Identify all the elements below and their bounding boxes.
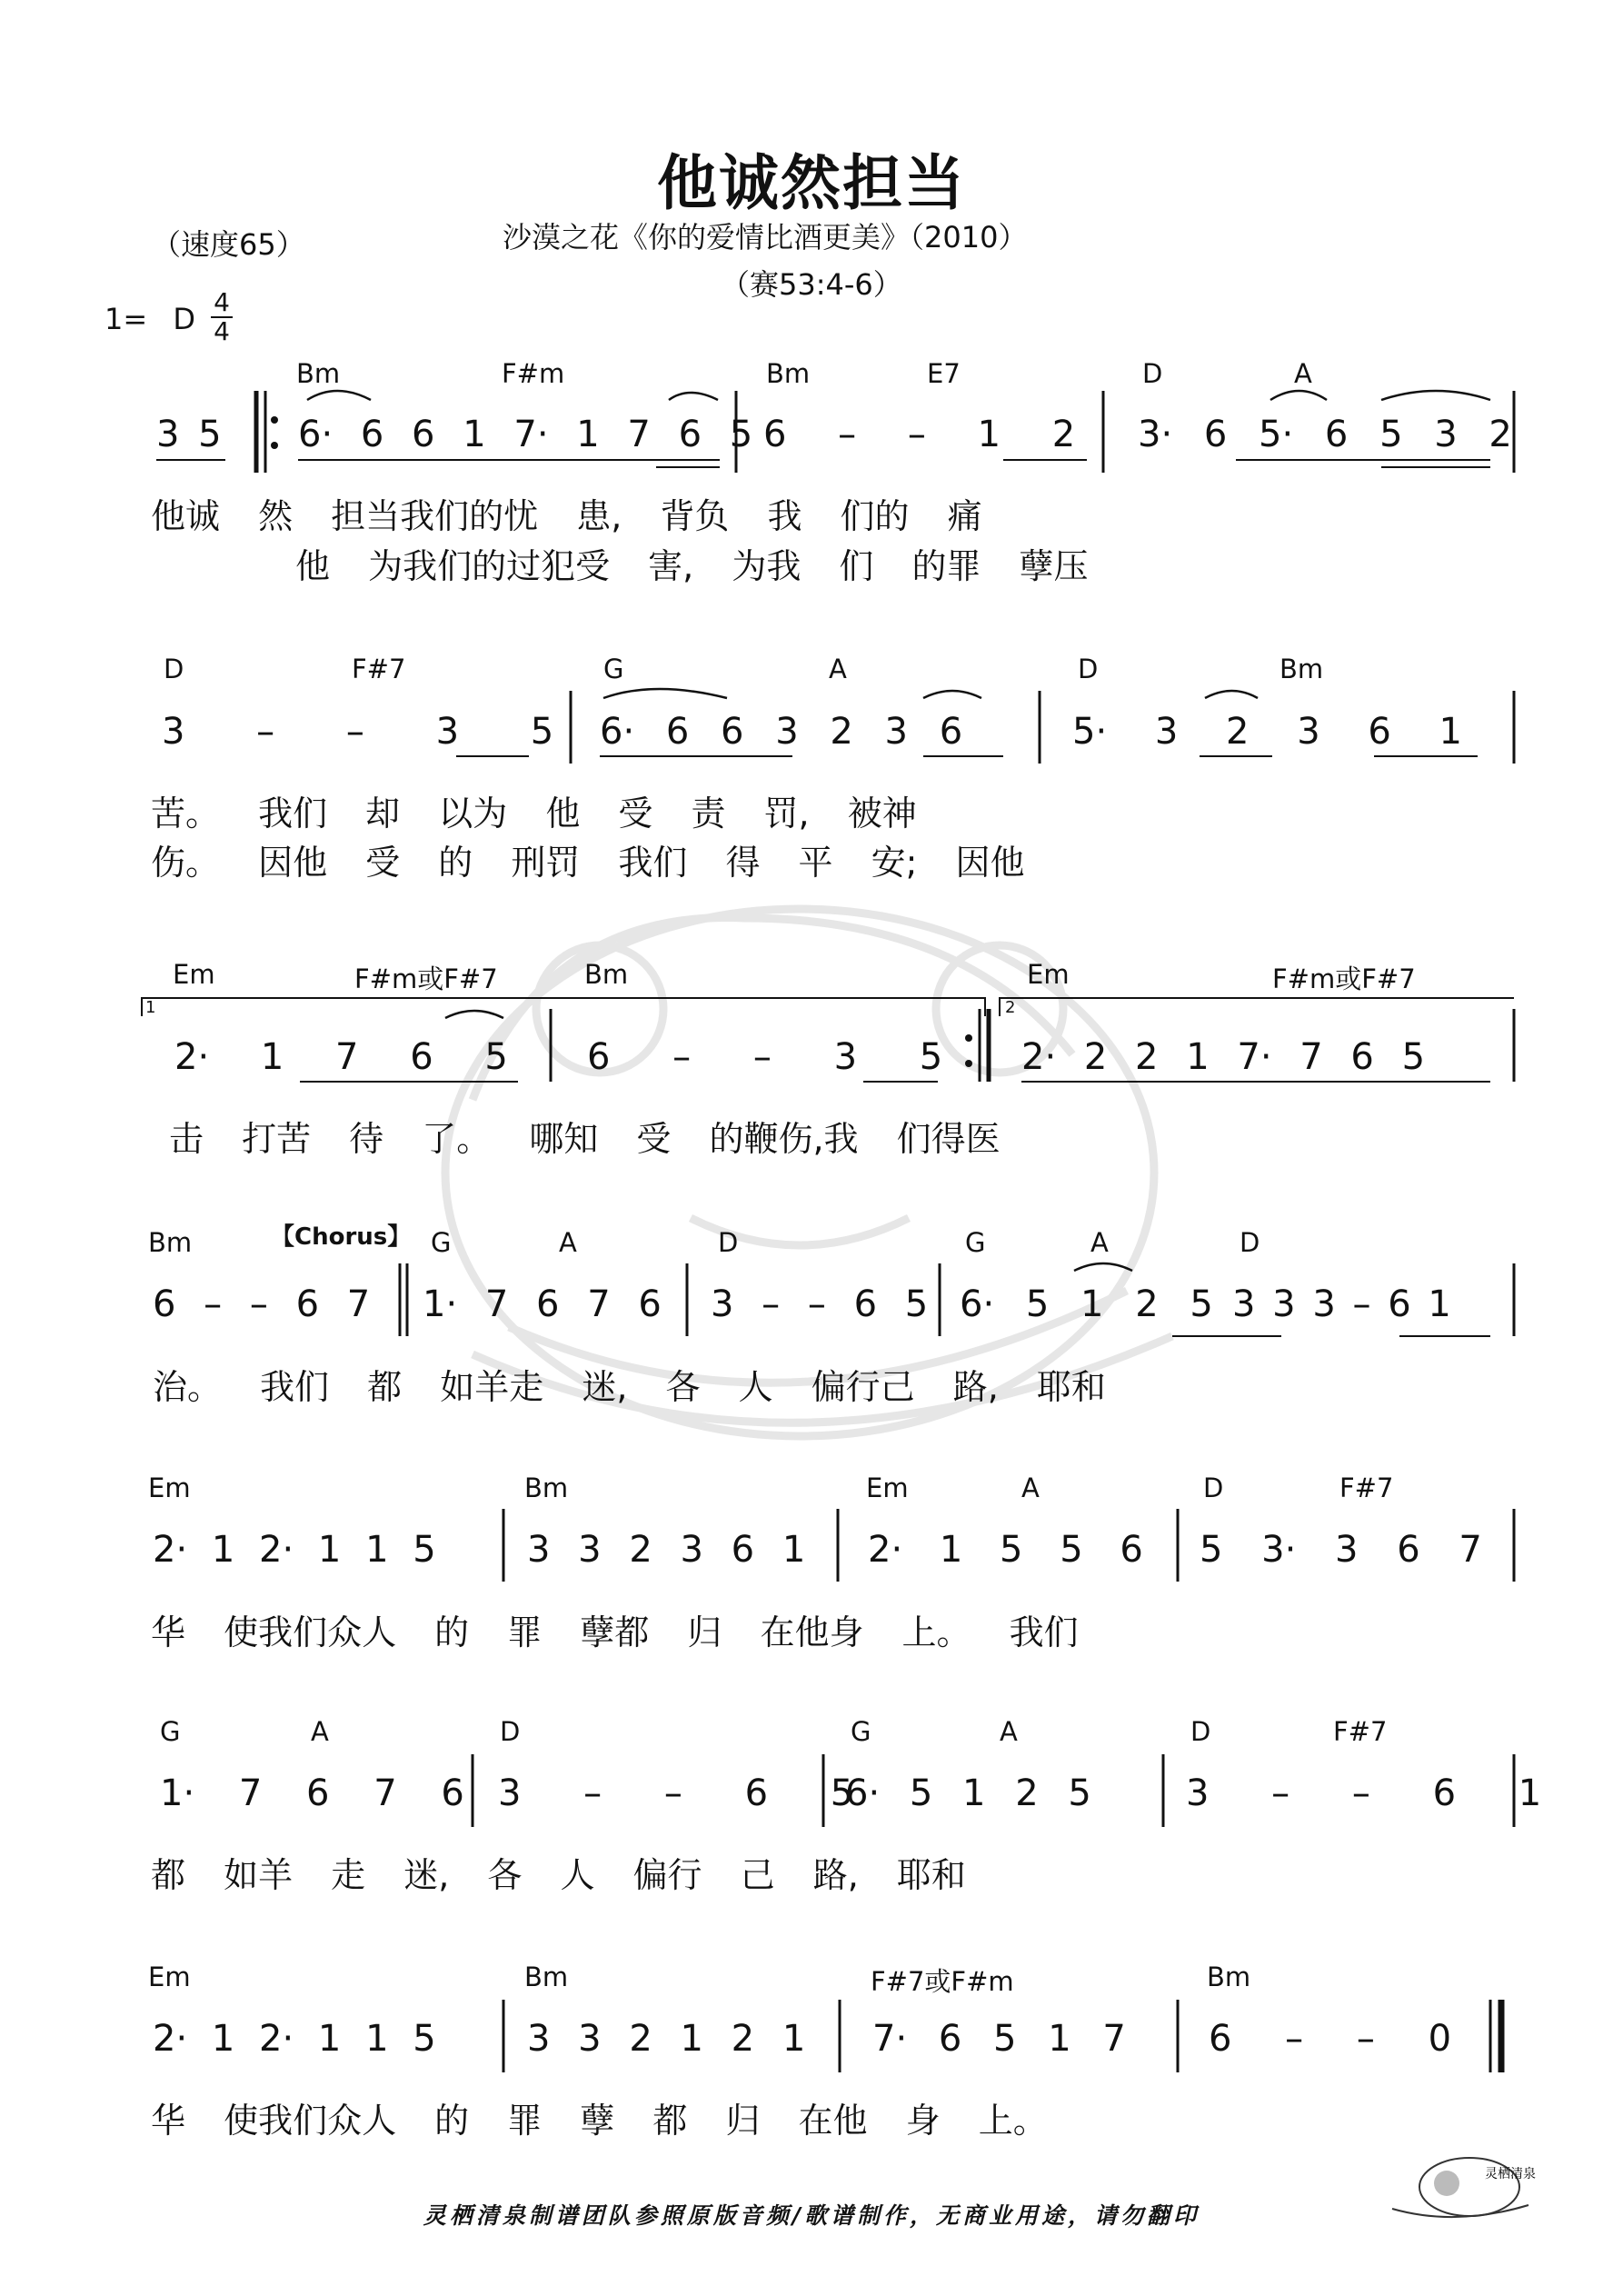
chord-symbol: A [1021,1472,1040,1503]
time-signature: 4 4 [211,289,233,345]
chord-symbol: D [1240,1227,1260,1258]
chord-symbol: G [431,1227,452,1258]
copyright-notice: 灵栖清泉制谱团队参照原版音频/歌谱制作，无商业用途，请勿翻印 [423,2202,1200,2229]
chord-symbol: Bm [524,1962,569,1992]
logo-text: 灵栖清泉 [1485,2167,1536,2181]
notation-measure: 5 3· 3 6 7 [1200,1529,1482,1571]
notation-measure: 3 – – 6 5 [711,1283,929,1325]
chord-symbol: D [1190,1716,1211,1747]
chord-symbol: D [164,654,184,684]
chord-symbol: F#7 [1333,1716,1388,1747]
chord-symbol: E7 [927,358,961,389]
lyrics-verse-2: 他 为我们的过犯受 害, 为我 们 的罪 孽压 [295,546,1089,586]
notation-pickup: 3 5 [156,414,222,455]
chord-symbol: A [829,654,847,684]
chord-symbol: G [160,1716,181,1747]
chord-symbol: F#m或F#7 [354,963,498,994]
chord-symbol: A [1000,1716,1018,1747]
notation-measure: 3 – – 6 1 [1186,1772,1542,1814]
chord-symbol: D [1203,1472,1224,1503]
source-line: 沙漠之花《你的爱情比酒更美》（2010） [503,220,1028,255]
key-signature: 1= D [105,302,195,336]
lyrics-verse-1: 都 如羊 走 迷, 各 人 偏行 己 路, 耶和 [151,1855,966,1895]
publisher-logo [1383,2141,1538,2223]
notation-measure: 1· 7 6 7 6 [160,1772,464,1814]
scripture-reference: （赛53:4-6） [721,267,902,302]
notation-measure: 2· 2 2 1 7· 7 6 5 [1021,1036,1426,1078]
volta-2-number: 2 [1005,998,1016,1017]
chord-symbol: Bm [1207,1962,1251,1992]
chord-symbol: A [1294,358,1312,389]
chord-symbol: Em [148,1962,191,1992]
chord-symbol: Bm [766,358,811,389]
chord-symbol: A [311,1716,329,1747]
lyrics-verse-1: 击 打苦 待 了。 哪知 受 的鞭伤,我 们得医 [169,1119,1001,1159]
notation-measure: 6· 5 1 2 5 [845,1772,1091,1814]
chord-symbol: D [718,1227,739,1258]
notation-measure: 5· 3 2 3 6 1 [1072,711,1462,753]
notation-measure: 2· 1 2· 1 1 5 [153,1529,436,1571]
chord-symbol: Bm [296,358,341,389]
notation-measure: 3 3 3 – 6 1 [1232,1283,1451,1325]
chord-symbol: G [603,654,624,684]
chord-symbol: F#7 [1339,1472,1394,1503]
chord-symbol: Bm [584,959,629,990]
chord-symbol: F#m或F#7 [1272,963,1416,994]
chord-symbol: Bm [524,1472,569,1503]
notation-measure: 1· 7 6 7 6 [423,1283,662,1325]
notation-measure: 3 3 2 3 6 1 [527,1529,806,1571]
lyrics-verse-1: 华 使我们众人 的 罪 孽 都 归 在他 身 上。 [151,2101,1048,2141]
chord-symbol: Bm [1279,654,1324,684]
chord-symbol: D [1078,654,1099,684]
chorus-label: 【Chorus】 [271,1223,412,1251]
notation-measure: 6· 6 6 3 2 3 6 [600,711,963,753]
notation-measure: 6· 6 6 1 7· 1 7 6 5 [298,414,753,455]
notation-measure: 6 – – 3 5 [587,1036,943,1078]
lyrics-verse-1: 华 使我们众人 的 罪 孽都 归 在他身 上。 我们 [151,1612,1079,1652]
notation-measure: 6 – – 0 [1209,2018,1452,2060]
tempo-marking: （速度65） [152,227,305,262]
notation-measure: 3· 6 5· 6 5 3 2 [1138,414,1512,455]
notation-measure: 2· 1 2· 1 1 5 [153,2018,436,2060]
chord-symbol: F#7或F#m [871,1966,1014,1997]
chord-symbol: Em [1027,959,1070,990]
chord-symbol: Em [866,1472,909,1503]
chord-symbol: Bm [148,1227,193,1258]
chord-symbol: A [1090,1227,1109,1258]
volta-1-number: 1 [145,998,156,1017]
notation-measure: 6· 5 1 2 5 [960,1283,1213,1325]
notation-measure: 2· 1 7 6 5 [174,1036,508,1078]
chord-symbol: F#m [502,358,565,389]
lyrics-verse-1: 苦。 我们 却 以为 他 受 责 罚, 被神 [151,794,917,834]
chord-symbol: Em [148,1472,191,1503]
song-title: 他诚然担当 [657,148,966,218]
lyrics-verse-1: 治。 我们 都 如羊走 迷, 各 人 偏行己 路, 耶和 [153,1367,1106,1407]
notation-measure: 7· 6 5 1 7 [872,2018,1126,2060]
chord-symbol: G [965,1227,986,1258]
notation-measure: 3 – – 6 5 [498,1772,854,1814]
chord-symbol: F#7 [352,654,406,684]
chord-symbol: D [500,1716,521,1747]
chord-symbol: G [851,1716,871,1747]
notation-measure: 3 3 2 1 2 1 [527,2018,806,2060]
notation-measure: 3 – – 3 5 [162,711,554,753]
chord-symbol: Em [173,959,215,990]
chord-symbol: D [1142,358,1163,389]
lyrics-verse-1: 他诚 然 担当我们的忧 患, 背负 我 们的 痛 [151,496,982,536]
notation-measure: 6 – – 1 2 [763,414,1076,455]
chord-symbol: A [559,1227,577,1258]
notation-measure: 6 – – 6 7 [153,1283,371,1325]
notation-measure: 2· 1 5 5 6 [868,1529,1143,1571]
lyrics-verse-2: 伤。 因他 受 的 刑罚 我们 得 平 安; 因他 [151,843,1025,883]
